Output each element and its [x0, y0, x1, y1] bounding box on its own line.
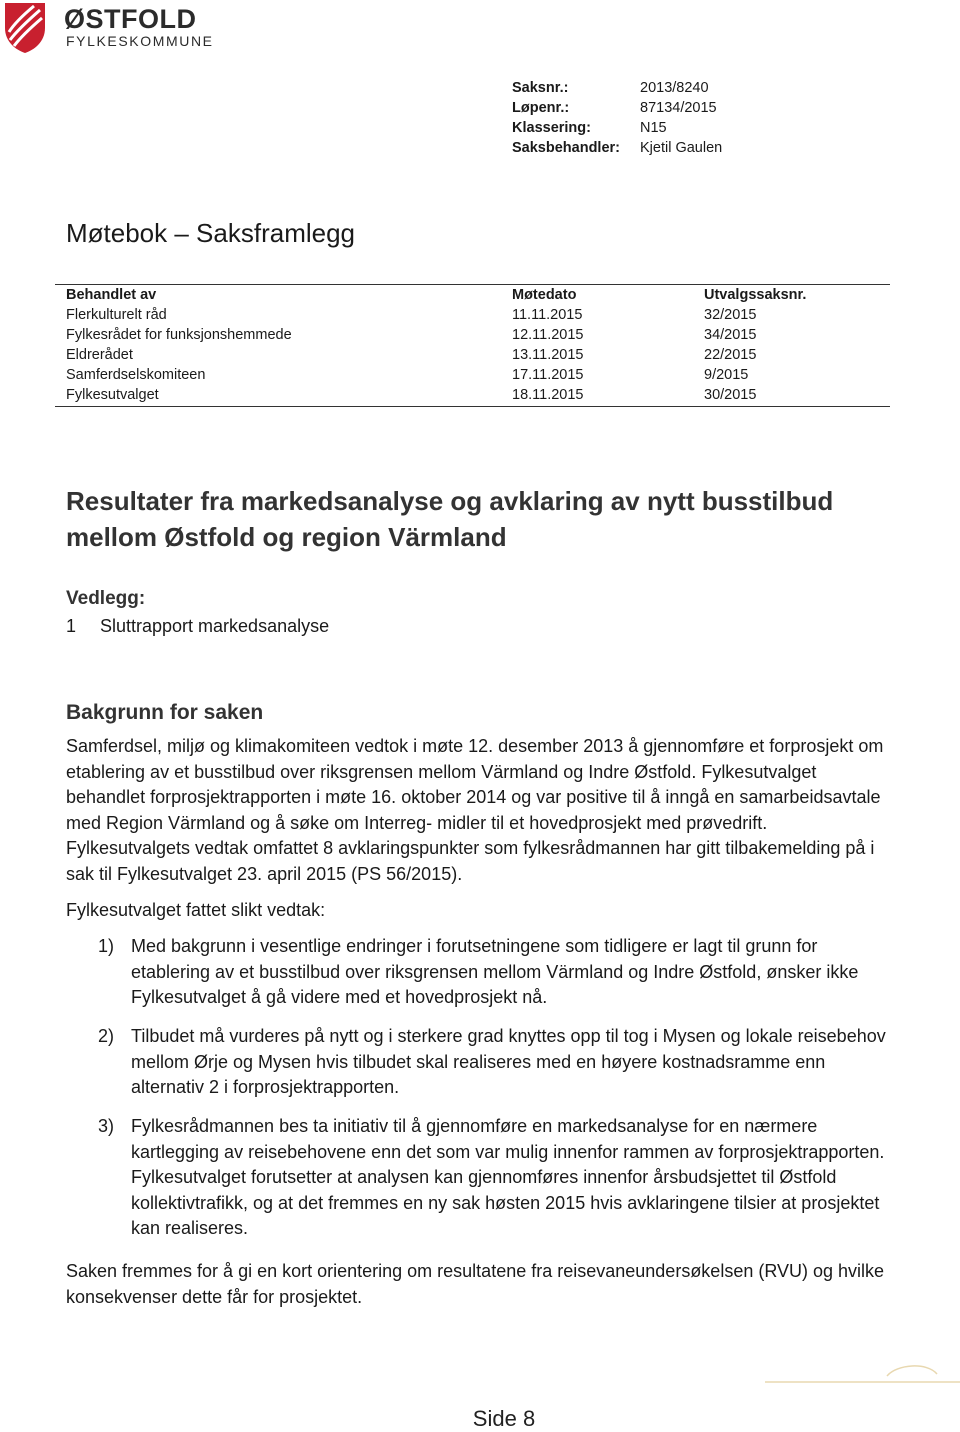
- resolution-item-number: 1): [98, 936, 115, 956]
- cell-case-number: 32/2015: [704, 307, 757, 323]
- header-committee-case-number: Utvalgssaksnr.: [704, 287, 807, 303]
- serial-number-label: Løpenr.:: [512, 100, 570, 116]
- cell-meeting-date: 13.11.2015: [512, 347, 584, 363]
- resolution-intro: Fylkesutvalget fattet slikt vedtak:: [66, 900, 326, 920]
- cell-case-number: 30/2015: [704, 387, 757, 403]
- cell-meeting-date: 17.11.2015: [512, 367, 584, 383]
- classification-label: Klassering:: [512, 120, 591, 136]
- footer-arc-decoration: [765, 1356, 960, 1386]
- cell-meeting-date: 12.11.2015: [512, 327, 584, 343]
- table-row: [55, 325, 890, 345]
- table-row: [55, 385, 890, 405]
- attachment-title: Sluttrapport markedsanalyse: [100, 616, 330, 636]
- page-number: Side 8: [472, 1406, 536, 1431]
- table-row: [55, 345, 890, 365]
- county-shield-icon: [4, 2, 46, 54]
- case-officer-value: Kjetil Gaulen: [640, 140, 723, 156]
- cell-case-number: 9/2015: [704, 367, 749, 383]
- resolution-item-number: 2): [98, 1026, 115, 1046]
- cell-handled-by: Flerkulturelt råd: [66, 307, 167, 323]
- resolution-item-number: 3): [98, 1116, 115, 1136]
- table-header: [55, 285, 890, 305]
- cell-case-number: 22/2015: [704, 347, 757, 363]
- attachment-number: 1: [66, 616, 77, 636]
- cell-handled-by: Fylkesrådet for funksjonshemmede: [66, 327, 292, 343]
- header-handled-by: Behandlet av: [66, 287, 157, 303]
- header-meeting-date: Møtedato: [512, 287, 577, 303]
- cell-handled-by: Eldrerådet: [66, 347, 133, 363]
- meeting-table: [55, 284, 890, 407]
- cell-meeting-date: 11.11.2015: [512, 307, 583, 323]
- cell-handled-by: Samferdselskomiteen: [66, 367, 206, 383]
- attachments-label: Vedlegg:: [66, 588, 146, 609]
- case-title: [66, 483, 896, 555]
- case-title-line-2: mellom Østfold og region Värmland: [66, 522, 507, 552]
- case-officer-label: Saksbehandler:: [512, 140, 620, 156]
- table-row: [55, 365, 890, 385]
- resolution-item-text: Fylkesrådmannen bes ta initiativ til å gjennomføre en markedsanalyse for en nærmere kartlegging av reisebehovene enn det som var mulig innenfor rammen av forprosjektrapporten. Fylkesutvalget forutsetter at analysen kan gjennomføres innenfor årsbudsjettet til Østfold kollektivtrafikk, og at det fremmes en ny sak høsten 2015 hvis avklaringene tilsier at prosjektet kan realiseres.: [131, 1116, 885, 1239]
- background-paragraph: Samferdsel, miljø og klimakomiteen vedtok i møte 12. desember 2013 å gjennomføre et forprosjekt om etablering av et busstilbud over riksgrensen mellom Värmland og Indre Østfold. Fylkesutvalget behandlet forprosjektrapporten i møte 16. oktober 2014 og var positive til å inngå en samarbeidsavtale med Region Värmland og å søke om Interreg- midler til et hovedprosjekt med prøvedrift. Fylkesutvalgets vedtak omfattet 8 avklaringspunkter som fylkesrådmannen har gitt tilbakemelding på i sak til Fylkesutvalget 23. april 2015 (PS 56/2015).: [66, 736, 884, 884]
- classification-value: N15: [640, 120, 667, 136]
- logo-title: ØSTFOLD: [64, 4, 197, 34]
- resolution-item-text: Med bakgrunn i vesentlige endringer i forutsetningene som tidligere er lagt til grunn for etablering av et busstilbud over riksgrensen mellom Värmland og Indre Østfold, ønsker ikke Fylkesutvalget å gå videre med et hovedprosjekt nå.: [131, 936, 859, 1008]
- serial-number-value: 87134/2015: [640, 100, 717, 116]
- resolution-item-text: Tilbudet må vurderes på nytt og i sterkere grad knyttes opp til tog i Mysen og lokale reisebehov mellom Ørje og Mysen hvis tilbudet skal realiseres med en høyere kostnadsramme enn alternativ 2 i forprosjektrapporten.: [131, 1026, 886, 1098]
- logo-subtitle: FYLKESKOMMUNE: [66, 33, 214, 49]
- background-heading: Bakgrunn for saken: [66, 701, 264, 724]
- table-row: [55, 305, 890, 325]
- cell-meeting-date: 18.11.2015: [512, 387, 584, 403]
- county-logo: [0, 0, 230, 60]
- cell-handled-by: Fylkesutvalget: [66, 387, 159, 403]
- document-title: Møtebok – Saksframlegg: [66, 218, 356, 248]
- case-title-line-1: Resultater fra markedsanalyse og avklaring av nytt busstilbud: [66, 486, 834, 516]
- case-number-label: Saksnr.:: [512, 80, 569, 96]
- case-number-value: 2013/8240: [640, 80, 709, 96]
- cell-case-number: 34/2015: [704, 327, 757, 343]
- closing-paragraph: Saken fremmes for å gi en kort orientering om resultatene fra reisevaneundersøkelsen (RVU) og hvilke konsekvenser dette får for prosjektet.: [66, 1261, 885, 1307]
